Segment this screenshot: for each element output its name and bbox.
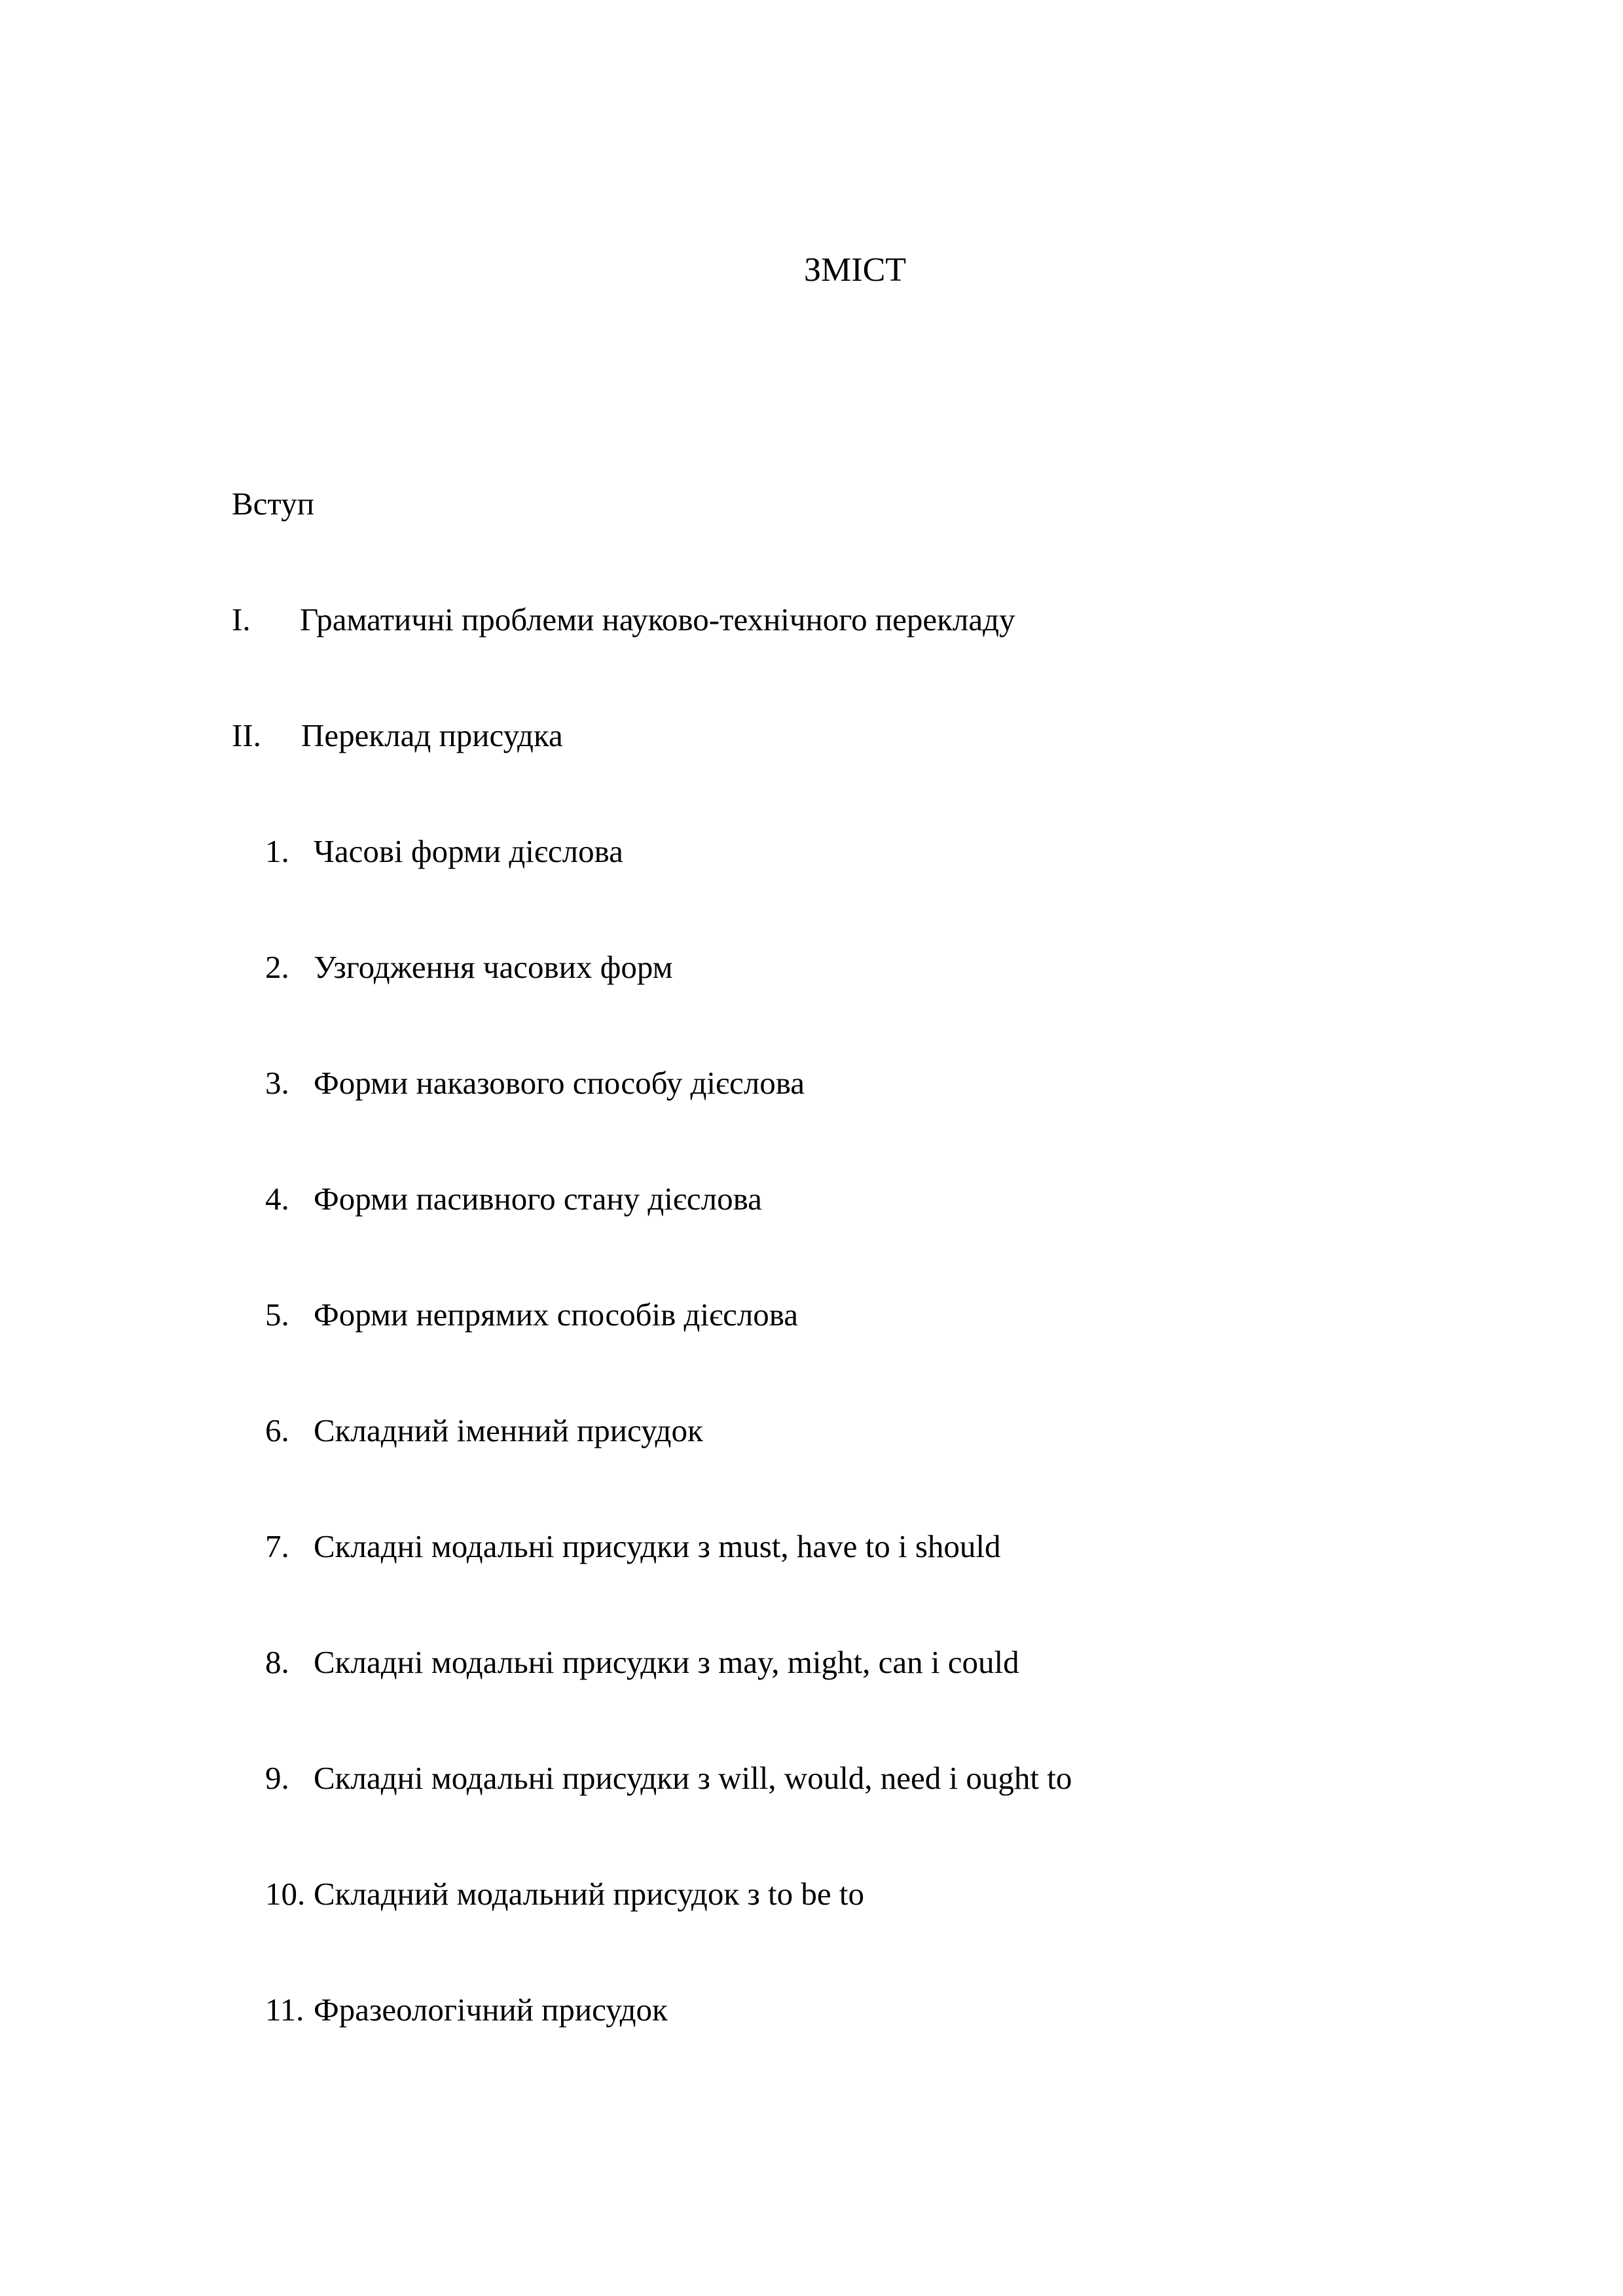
- toc-entry-marker: 11.: [265, 1992, 304, 2028]
- toc-entry-marker: 3.: [265, 1065, 289, 1101]
- toc-entry-text: Складний іменний присудок: [314, 1412, 703, 1448]
- toc-entry-marker: 8.: [265, 1644, 289, 1680]
- toc-entry-text: Форми непрямих способів дієслова: [314, 1297, 799, 1333]
- toc-entry-text: Форми пасивного стану дієслова: [314, 1181, 762, 1217]
- toc-entry-text: Фразеологічний присудок: [314, 1992, 668, 2028]
- toc-entry-marker: 6.: [265, 1412, 289, 1448]
- toc-entry-text: Складний модальний присудок з to be to: [314, 1876, 864, 1912]
- toc-entry-marker: 1.: [265, 833, 289, 869]
- toc-entry-marker: 7.: [265, 1528, 289, 1564]
- toc-entry-text: Складні модальні присудки з will, would, need і ought to: [314, 1760, 1072, 1796]
- toc-entry-text: Часові форми дієслова: [314, 833, 623, 869]
- toc-entry-marker: 4.: [265, 1181, 289, 1217]
- toc-entry-text: Вступ: [232, 486, 314, 522]
- page-title: ЗМІСТ: [804, 251, 907, 289]
- toc-entry-text: Складні модальні присудки з must, have to і should: [314, 1528, 1001, 1564]
- toc-entry-marker: 9.: [265, 1760, 289, 1796]
- toc-entry-marker: II.: [232, 717, 261, 753]
- toc-entry-text: Граматичні проблеми науково-технічного перекладу: [300, 601, 1015, 637]
- toc-entry-text: Форми наказового способу дієслова: [314, 1065, 805, 1101]
- toc-entry-text: Переклад присудка: [301, 717, 563, 753]
- toc-entry-marker: I.: [232, 601, 251, 637]
- toc-entry-text: Узгодження часових форм: [314, 949, 673, 985]
- toc-entry-marker: 5.: [265, 1297, 289, 1333]
- toc-entry-marker: 2.: [265, 949, 289, 985]
- toc-entry-text: Складні модальні присудки з may, might, can і could: [314, 1644, 1019, 1680]
- toc-entry-marker: 10.: [265, 1876, 306, 1912]
